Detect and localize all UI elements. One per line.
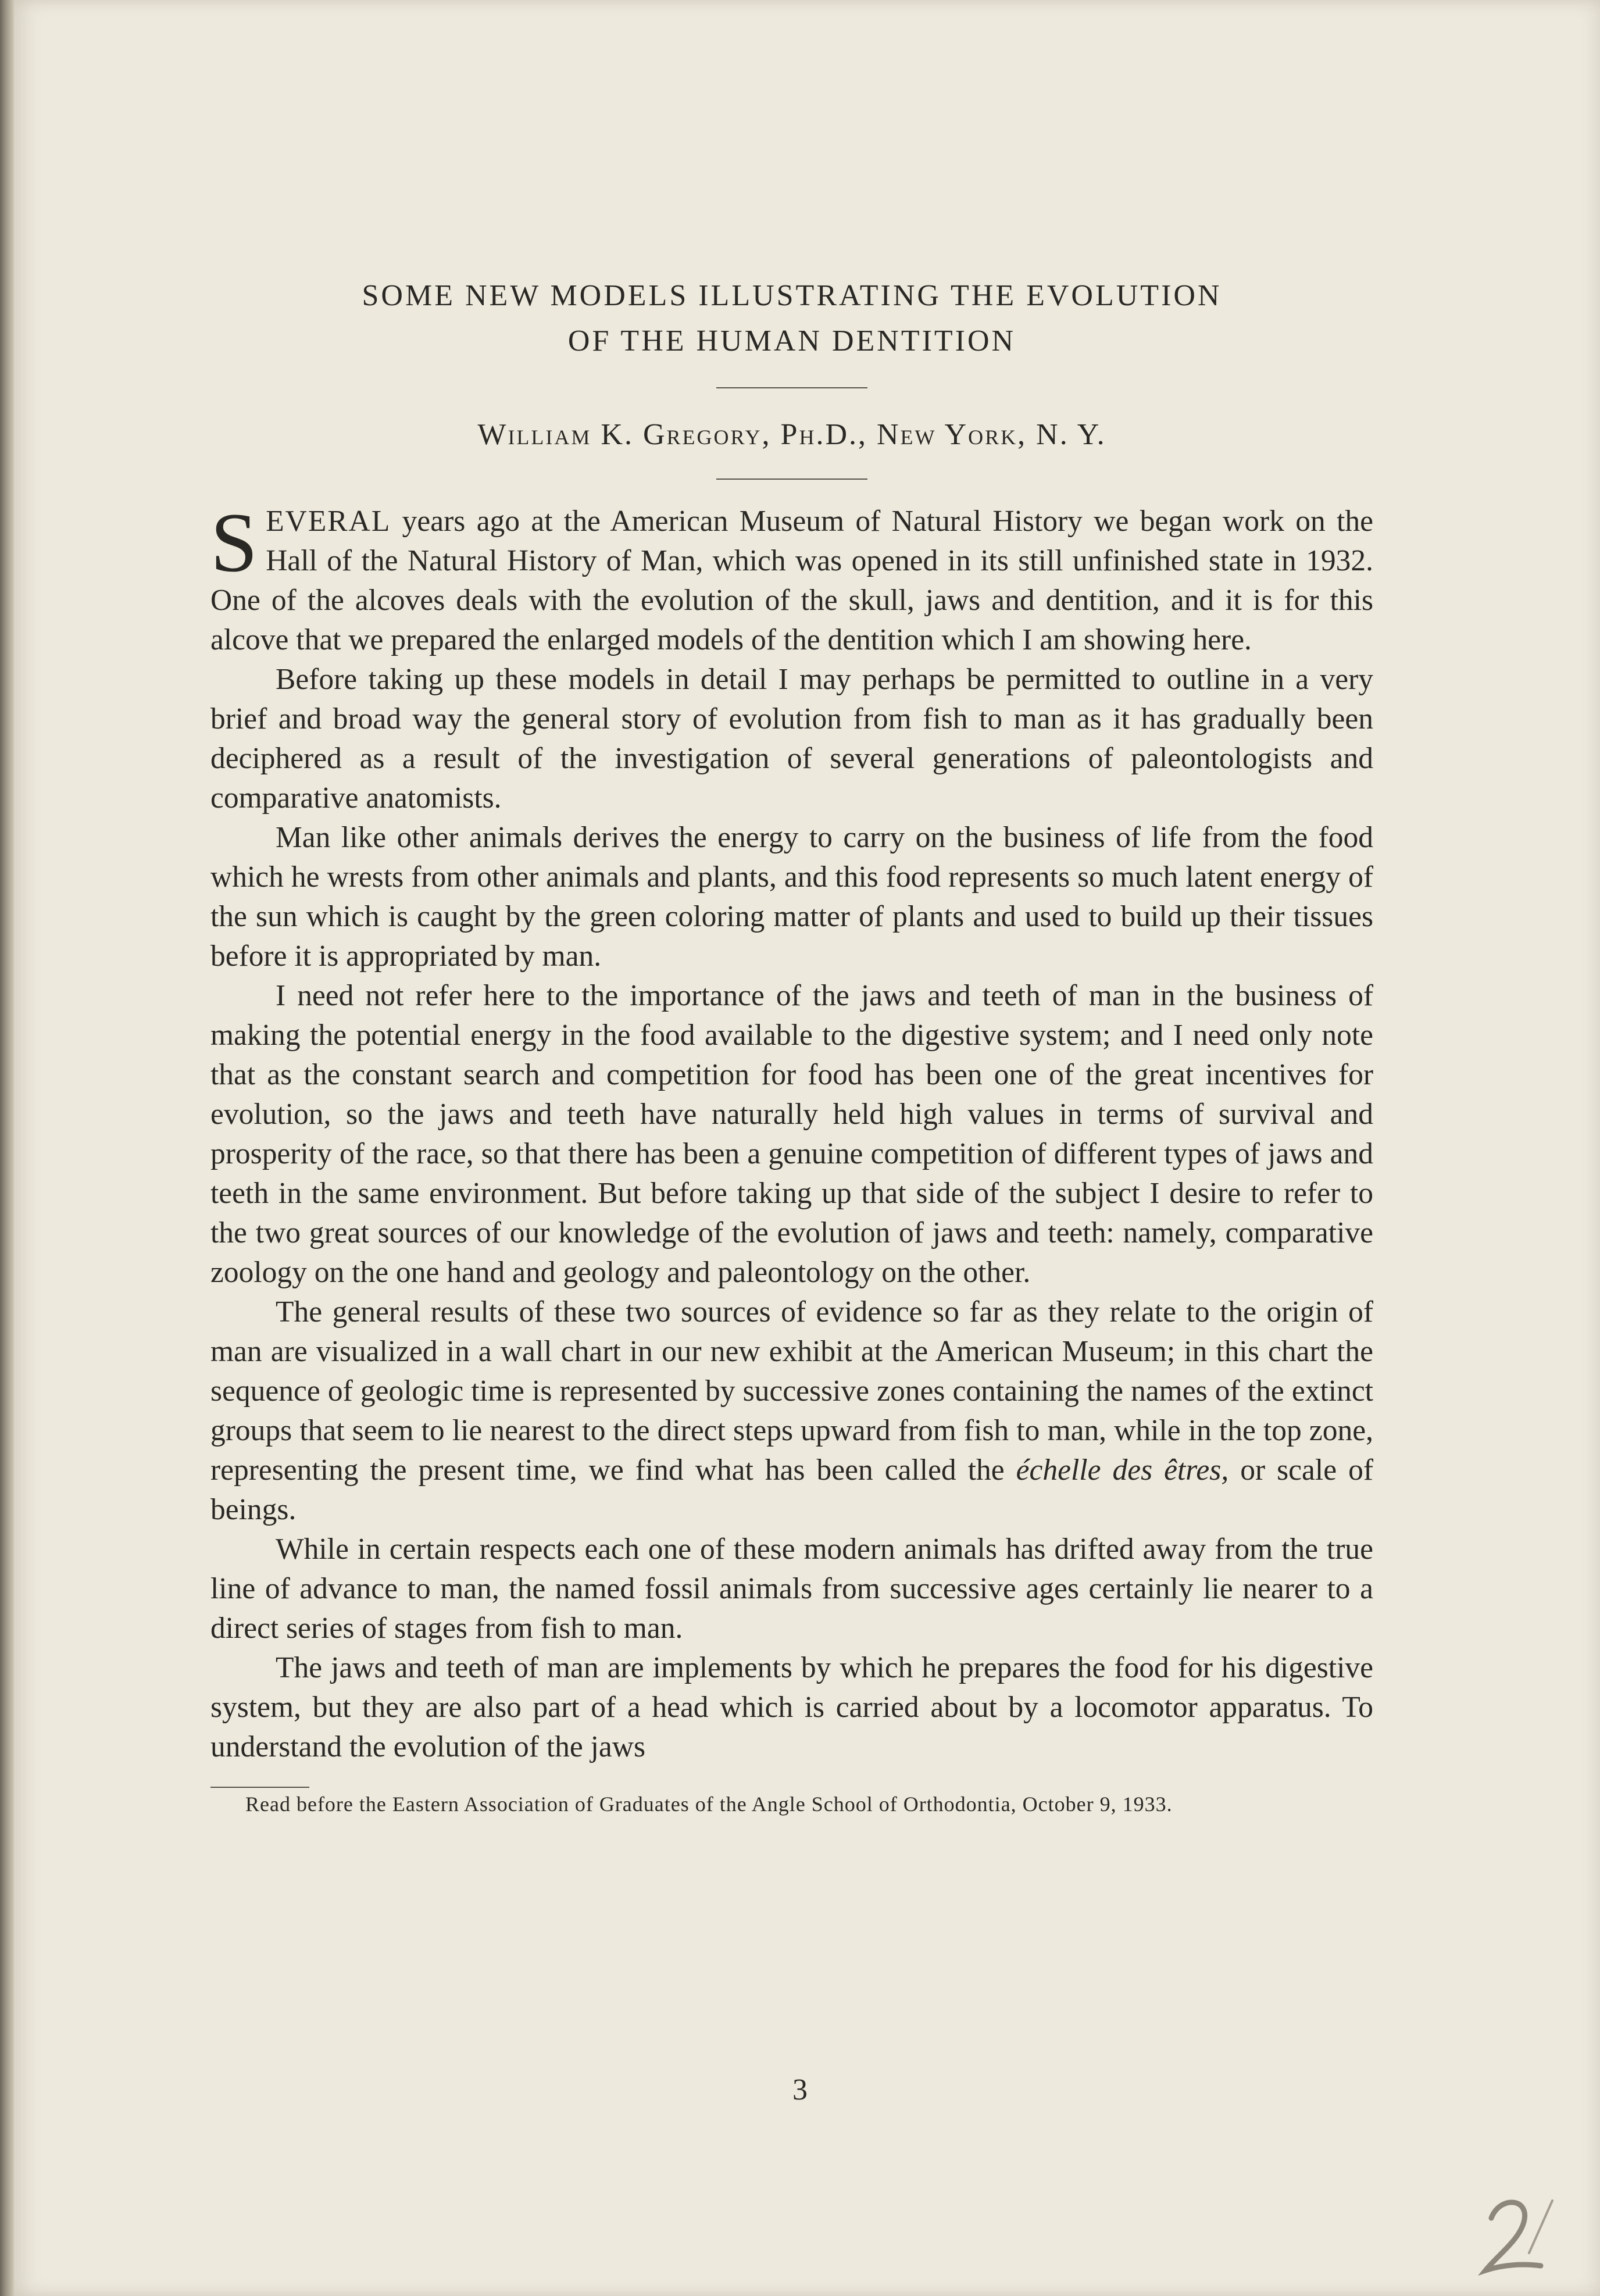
article-body: [210, 273, 1373, 1816]
footnote: Read before the Eastern Association of Graduates of the Angle School of Orthodontia, October 9, 1933.: [245, 1792, 1173, 1816]
paragraph-1-text: years ago at the American Museum of Natural History we began work on the Hall of the Natural History of Man, which was opened in its still unfinished state in 1932. One of the alcoves deals with the evolution of the skull, jaws and dentition, and it is for this alcove that we prepared the enlarged models of the dentition which I am showing here.: [210, 505, 1373, 656]
italic-phrase: échelle des êtres,: [1016, 1454, 1229, 1487]
paragraph-5-text: The general results of these two sources of evidence so far as they relate to the origin of man are visualized in a wall chart in our new exhibit at the American Museum; in this chart the sequence of geologic time is represented by successive zones containing the names of the extinct groups that seem to lie nearest to the direct steps upward from fish to man, while in the top zone, representing the present time, we find what has been called the: [210, 1295, 1373, 1487]
paragraph-5-tail: or scale of beings.: [210, 1454, 1373, 1526]
title-line-2: OF THE HUMAN DENTITION: [567, 324, 1016, 358]
paragraph-7: The jaws and teeth of man are implements by which he prepares the food for his digestive system, but they are also part of a head which is carried about by a locomotor apparatus. To understand the evolution of the jaws: [210, 1651, 1373, 1763]
page-number: 3: [792, 2073, 808, 2106]
lead-word: EVERAL: [266, 505, 391, 538]
paragraph-3: Man like other animals derives the energy to carry on the business of life from the food which he wrests from other animals and plants, and this food represents so much latent energy of the sun which is caught by the green coloring matter of plants and used to build up their tissues before it is appropriated by man.: [210, 821, 1373, 973]
paragraph-2: Before taking up these models in detail I may perhaps be permitted to outline in a very brief and broad way the general story of evolution from fish to man as it has gradually been deciphered as a result of the investigation of several generations of paleontologists and comparative anatomists.: [210, 663, 1373, 815]
author-name: William K. Gregory, Ph.D., New York, N. Y.: [477, 418, 1106, 451]
binding-edge: [0, 0, 14, 2296]
paragraph-5: [210, 1292, 1373, 1530]
paragraph-6: While in certain respects each one of these modern animals has drifted away from the true line of advance to man, the named fossil animals from successive ages certainly lie nearer to a direct series of stages from fish to man.: [210, 1533, 1373, 1645]
handwritten-mark-icon: [1468, 2183, 1555, 2276]
title-line-1: SOME NEW MODELS ILLUSTRATING THE EVOLUTION: [362, 279, 1222, 312]
footnote-divider: [210, 1787, 309, 1788]
author-line: [210, 415, 1373, 455]
article-title: [240, 273, 1344, 364]
drop-cap: S: [210, 495, 258, 590]
title-divider: [716, 387, 867, 388]
paragraph-1: [210, 495, 1373, 660]
paragraph-4: I need not refer here to the importance of the jaws and teeth of man in the business of making the potential energy in the food available to the digestive system; and I need only note that as the constant search and competition for food has been one of the great incentives for evolution, so the jaws and teeth have naturally held high values in terms of survival and prosperity of the race, so that there has been a genuine competition of different types of jaws and teeth in the same environment. But before taking up that side of the subject I desire to refer to the two great sources of our knowledge of the evolution of jaws and teeth: namely, comparative zoology on the one hand and geology and paleontology on the other.: [210, 979, 1373, 1289]
author-divider: [716, 479, 867, 480]
body-text: [210, 495, 1373, 1767]
